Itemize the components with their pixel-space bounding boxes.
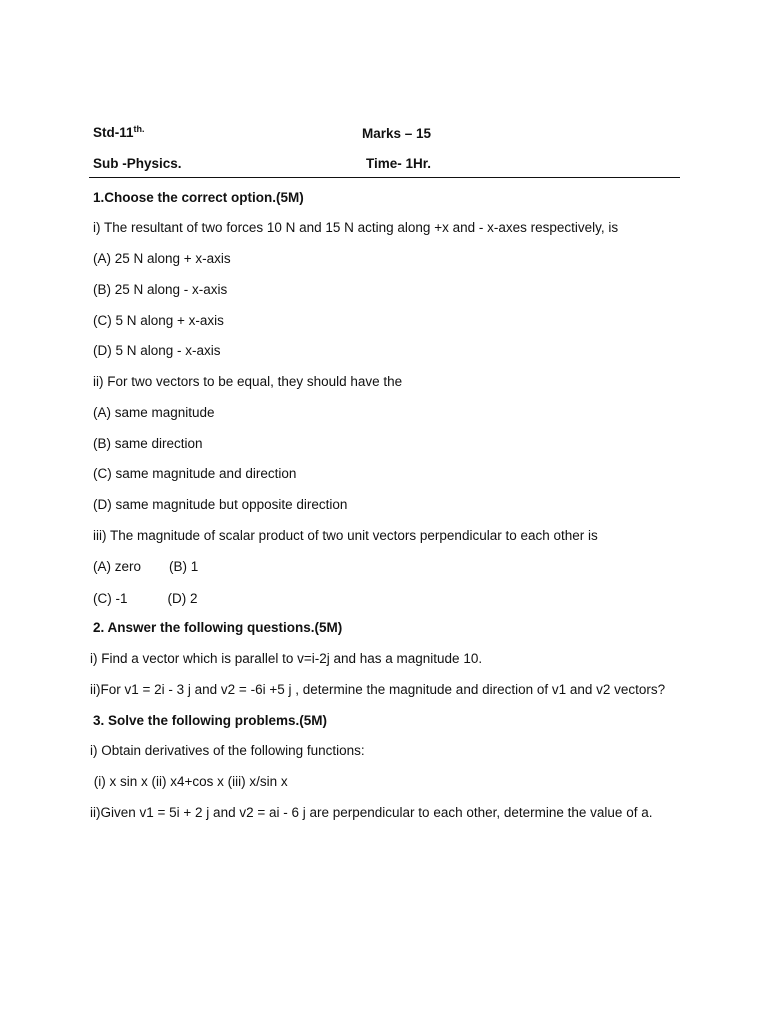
- option-1-2-b: (B) same direction: [93, 436, 203, 451]
- question-2-2: ii)For v1 = 2i - 3 j and v2 = -6i +5 j , determine the magnitude and direction of v1 and v2 vectors?: [90, 682, 666, 697]
- standard-superscript: th.: [133, 124, 145, 134]
- question-1-2: ii) For two vectors to be equal, they should have the: [93, 374, 403, 389]
- question-1-3: iii) The magnitude of scalar product of two unit vectors perpendicular to each other is: [93, 528, 598, 543]
- section-3-heading: 3. Solve the following problems.(5M): [93, 713, 328, 728]
- option-1-2-c: (C) same magnitude and direction: [93, 466, 297, 481]
- section-1-heading: 1.Choose the correct option.(5M): [93, 190, 304, 205]
- question-1-1: i) The resultant of two forces 10 N and 15 N acting along +x and - x-axes respectively, is: [93, 220, 619, 235]
- question-3-1-functions: (i) x sin x (ii) x4+cos x (iii) x/sin x: [90, 774, 288, 789]
- option-row-1-3-cd: [93, 591, 198, 607]
- option-1-1-c: (C) 5 N along + x-axis: [93, 313, 224, 328]
- option-1-1-a: (A) 25 N along + x-axis: [93, 251, 231, 266]
- section-2-heading: 2. Answer the following questions.(5M): [93, 620, 343, 635]
- question-2-1: i) Find a vector which is parallel to v=i-2j and has a magnitude 10.: [90, 651, 483, 666]
- option-1-3-b: (B) 1: [169, 559, 199, 574]
- subject-label: Sub -Physics.: [93, 156, 182, 171]
- header-divider: [89, 177, 680, 178]
- time-label: Time- 1Hr.: [366, 156, 432, 171]
- question-3-2: ii)Given v1 = 5i + 2 j and v2 = ai - 6 j are perpendicular to each other, determine the value of a.: [90, 805, 653, 820]
- option-1-3-c: (C) -1: [93, 591, 128, 606]
- option-1-2-d: (D) same magnitude but opposite direction: [93, 497, 348, 512]
- standard-label: [93, 125, 145, 141]
- option-1-1-b: (B) 25 N along - x-axis: [93, 282, 228, 297]
- marks-label: Marks – 15: [362, 126, 432, 141]
- option-1-2-a: (A) same magnitude: [93, 405, 215, 420]
- option-1-3-a: (A) zero: [93, 559, 142, 574]
- option-row-1-3-ab: [93, 559, 198, 575]
- question-3-1: i) Obtain derivatives of the following functions:: [90, 743, 365, 758]
- standard-text: Std-11: [93, 125, 134, 140]
- option-1-1-d: (D) 5 N along - x-axis: [93, 343, 221, 358]
- option-1-3-d: (D) 2: [167, 591, 198, 606]
